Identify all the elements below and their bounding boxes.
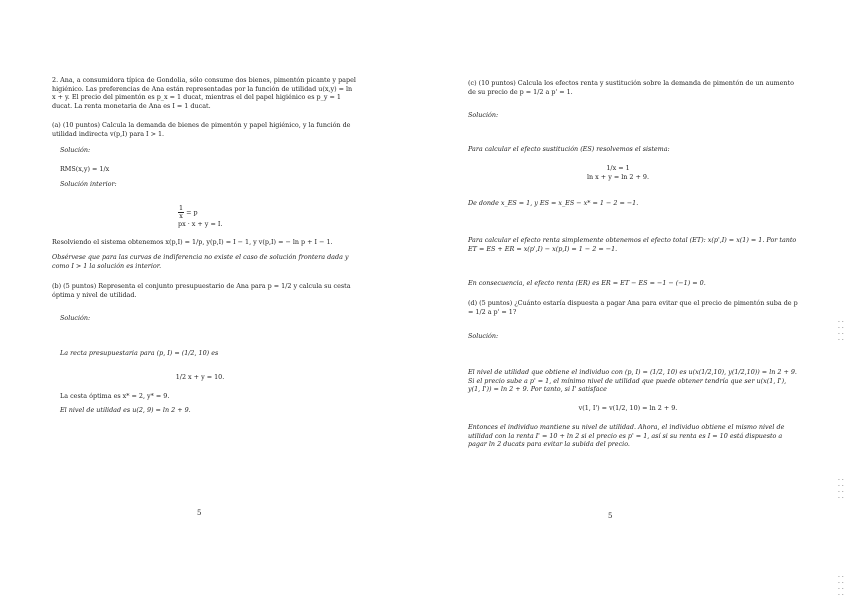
margin-marks-2: · · · · · · · ·	[838, 477, 844, 502]
sub-line-2: ln x + y = ln 2 + 9.	[586, 172, 649, 181]
utility-level: El nivel de utilidad es u(2, 9) = ln 2 + 9.	[60, 406, 191, 414]
substitution-result: De donde x_ES = 1, y ES = x_ES − x* = 1 − 2 = −1.	[468, 199, 639, 207]
system-line-2: px · x + y = I.	[178, 220, 223, 228]
solution-label: Solución:	[60, 146, 91, 154]
problem-intro: 2. Ana, a consumidora típica de Gondolia, sólo consume dos bienes, pimentón picante y papel higiénico. Las preferencias de Ana están representadas por la función de utilidad u(x,y) = ln x + y. El precio del pimentón es p_x = 1 ducat, mientras el del papel higiénico es p_y = 1 ducat. La renta monetaria de Ana es I = 1 ducat.	[52, 76, 356, 110]
interior-note: Obsérvese que para las curvas de indiferencia no existe el caso de solución frontera dada y como I > 1 la solución es interior.	[52, 253, 349, 270]
system-numerator: 1	[179, 204, 184, 212]
left-page	[0, 0, 420, 599]
interior-solution-label: Solución interior:	[60, 180, 117, 188]
optimal-basket: La cesta óptima es x* = 2, y* = 9.	[60, 392, 170, 400]
budget-line-label: La recta presupuestaria para (p, I) = (1/2, 10) es	[60, 349, 219, 357]
equation-system	[178, 205, 238, 229]
part-c-prompt: (c) (10 puntos) Calcula los efectos renta y sustitución sobre la demanda de pimentón de un aumento de su precio de p = 1/2 a p' = 1.	[468, 79, 794, 96]
page-number: 5	[608, 512, 613, 520]
cv-text: El nivel de utilidad que obtiene el individuo con (p, I) = (1/2, 10) es u(x(1/2,10), y(1/2,10)) = ln 2 + 9. Si el precio sube a p' = 1, el mínimo nivel de utilidad que puede obtener tendría que ser u(x(1, I'), y(1, I')) = ln 2 + 9. Por tanto, si I' satisface	[468, 368, 797, 394]
substitution-intro: Para calcular el efecto sustitución (ES) resolvemos el sistema:	[468, 145, 670, 153]
demand-result: Resolviendo el sistema obtenemos x(p,I) = 1/p, y(p,I) = I − 1, y v(p,I) = − ln p + I − 1.	[52, 238, 333, 246]
part-a-prompt: (a) (10 puntos) Calcula la demanda de bienes de pimentón y papel higiénico, y la función de utilidad indirecta v(p,I) para I > 1.	[52, 121, 351, 138]
budget-equation: 1/2 x + y = 10.	[175, 373, 225, 381]
right-page	[428, 0, 848, 599]
solution-label: Solución:	[60, 314, 91, 322]
cv-conclusion: Entonces el individuo mantiene su nivel de utilidad. Ahora, el individuo obtiene el mismo nivel de utilidad con la renta I' = 10 + ln 2 si el precio es p' = 1, así si su renta es I = 10 está dispuesto a pagar ln 2 ducats para evitar la subida del precio.	[468, 423, 785, 449]
system-denominator: x	[179, 212, 183, 220]
mrs-expression: RMS(x,y) = 1/x	[60, 165, 110, 173]
margin-marks-1: · · · · · · · ·	[838, 319, 844, 344]
solution-label: Solución:	[468, 332, 499, 340]
page-number: 5	[197, 509, 202, 517]
income-effect: Para calcular el efecto renta simplemente obtenemos el efecto total (ET): x(p',I) = x(1) = 1. Por tanto ET = ES + ER = x(p',I) − x(p,I) = 1 − 2 = −1.	[468, 236, 797, 253]
substitution-system	[558, 164, 678, 181]
cv-equation: v(1, I') = v(1/2, 10) = ln 2 + 9.	[578, 404, 678, 412]
system-rhs: = p	[186, 208, 198, 217]
result-line: En consecuencia, el efecto renta (ER) es ER = ET − ES = −1 − (−1) = 0.	[468, 279, 706, 287]
margin-marks-3: · · · · · · · ·	[838, 574, 844, 599]
part-b-prompt: (b) (5 puntos) Representa el conjunto presupuestario de Ana para p = 1/2 y calcula su cesta óptima y nivel de utilidad.	[52, 282, 351, 299]
sub-line-1: 1/x = 1	[606, 164, 630, 172]
part-d-prompt: (d) (5 puntos) ¿Cuánto estaría dispuesta a pagar Ana para evitar que el precio de pimentón suba de p = 1/2 a p' = 1?	[468, 299, 798, 316]
solution-label: Solución:	[468, 111, 499, 119]
